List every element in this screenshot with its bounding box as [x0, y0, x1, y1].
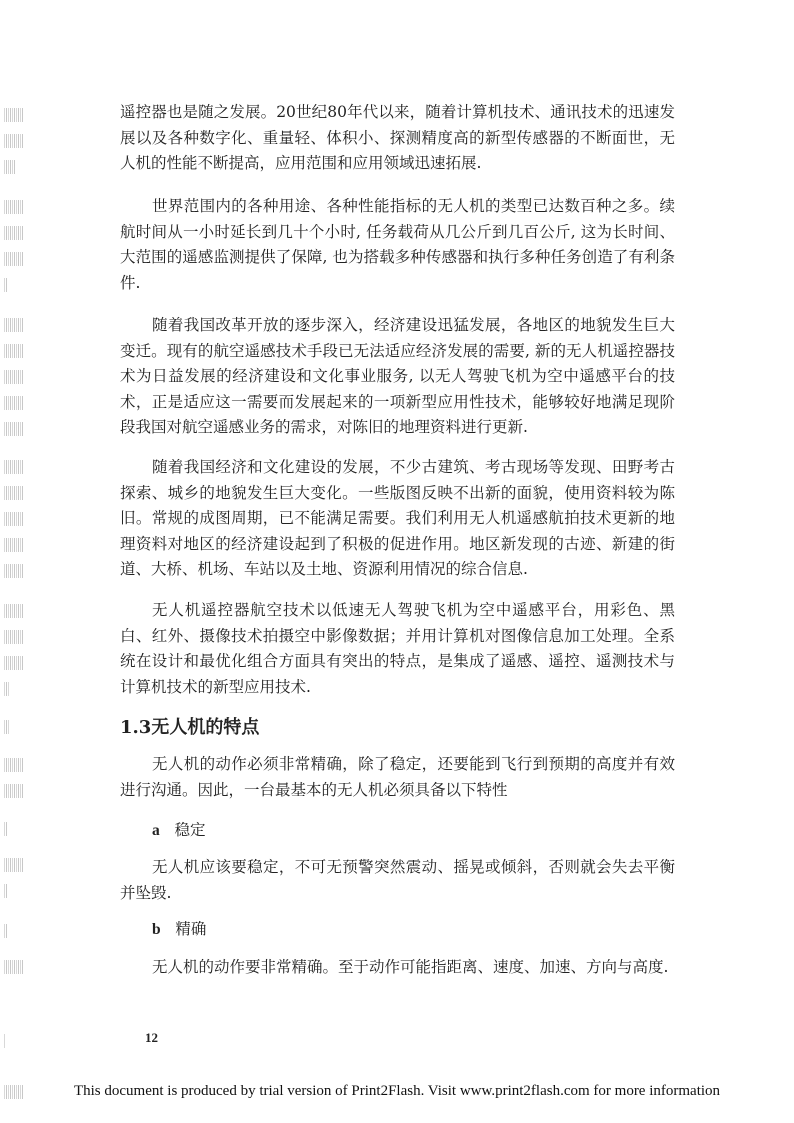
margin-artifact [4, 396, 24, 410]
item-a-letter: a [152, 822, 160, 839]
margin-artifact [4, 252, 24, 266]
margin-artifact [4, 318, 24, 332]
item-b-text: 精确 [175, 920, 207, 938]
item-b-letter: b [152, 921, 161, 938]
section-heading: 1.3无人机的特点 [120, 717, 260, 738]
paragraph-7: 无人机应该要稳定，不可无预警突然震动、摇晃或倾斜，否则就会失去平衡并坠毁. [120, 858, 675, 902]
margin-artifact [4, 758, 24, 772]
margin-artifact [4, 512, 24, 526]
body-text [120, 455, 675, 583]
margin-artifact [4, 108, 24, 122]
margin-artifact [4, 682, 10, 696]
body-text [120, 855, 675, 906]
paragraph-4: 随着我国经济和文化建设的发展，不少古建筑、考古现场等发现、田野考古探索、城乡的地貌发生巨大变化。一些版图反映不出新的面貌，使用资料较为陈旧。常规的成图周期，已不能满足需要。我们利用无人机遥感航拍技术更新的地理资料对地区的经济建设起到了积极的促进作用。地区新发现的古迹、新建的街道、大桥、机场、车站以及土地、资源利用情况的综合信息. [120, 458, 675, 578]
margin-artifact [4, 538, 24, 552]
paragraph-5: 无人机遥控器航空技术以低速无人驾驶飞机为空中遥感平台，用彩色、黑白、红外、摄像技术拍摄空中影像数据；并用计算机对图像信息加工处理。全系统在设计和最优化组合方面具有突出的特点，是集成了遥感、遥控、遥测技术与计算机技术的新型应用技术. [120, 601, 675, 696]
margin-artifact [4, 200, 24, 214]
margin-artifact [4, 858, 24, 872]
paragraph-1: 遥控器也是随之发展。20世纪80年代以来，随着计算机技术、通讯技术的迅速发展以及各种数字化、重量轻、体积小、探测精度高的新型传感器的不断面世，无人机的性能不断提高，应用范围和应用领域迅速拓展. [120, 103, 675, 172]
section-heading-block [120, 715, 675, 741]
margin-artifact [4, 822, 8, 836]
margin-artifact [4, 630, 24, 644]
margin-artifact [4, 784, 24, 798]
body-text [120, 313, 675, 441]
page-number: 12 [145, 1030, 158, 1045]
margin-artifact [4, 656, 24, 670]
body-text [120, 955, 675, 981]
margin-artifact [4, 564, 24, 578]
paragraph-6: 无人机的动作必须非常精确，除了稳定，还要能到飞行到预期的高度并有效进行沟通。因此，一台最基本的无人机必须具备以下特性 [120, 755, 675, 799]
body-text [120, 100, 675, 177]
margin-artifact [4, 720, 10, 734]
margin-artifact [4, 370, 24, 384]
list-item-a [120, 818, 675, 843]
margin-artifact [4, 960, 24, 974]
body-text [120, 598, 675, 700]
item-a-text: 稳定 [174, 821, 206, 839]
paragraph-8: 无人机的动作要非常精确。至于动作可能指距离、速度、加速、方向与高度. [152, 958, 669, 976]
margin-artifact [4, 604, 24, 618]
list-item-b [120, 917, 675, 942]
margin-artifact [4, 1034, 6, 1048]
body-text [120, 194, 675, 296]
margin-artifact [4, 422, 24, 436]
margin-artifact [4, 884, 7, 898]
margin-artifact [4, 226, 24, 240]
margin-artifact [4, 924, 8, 938]
margin-artifact [4, 460, 24, 474]
paragraph-3: 随着我国改革开放的逐步深入，经济建设迅猛发展，各地区的地貌发生巨大变迁。现有的航空遥感技术手段已无法适应经济发展的需要, 新的无人机遥控器技术为日益发展的经济建设和文化事业服务, 以无人驾驶飞机为空中遥感平台的技术，正是适应这一需要而发展起来的一项新型应用性技术，能够较好地满足现阶段我国对航空遥感业务的需求，对陈旧的地理资料进行更新. [120, 316, 675, 436]
margin-artifact [4, 160, 16, 174]
margin-artifact [4, 344, 24, 358]
margin-artifact [4, 486, 24, 500]
paragraph-2: 世界范围内的各种用途、各种性能指标的无人机的类型已达数百种之多。续航时间从一小时延长到几十个小时, 任务载荷从几公斤到几百公斤, 这为长时间、大范围的遥感监测提供了保障, 也为搭载多种传感器和执行多种任务创造了有利条件. [120, 197, 675, 292]
body-text [120, 752, 675, 803]
margin-artifact [4, 278, 7, 292]
margin-artifact [4, 134, 24, 148]
trial-footer-text: This document is produced by trial version of Print2Flash. Visit www.print2flash.com for more information [73, 1083, 721, 1099]
